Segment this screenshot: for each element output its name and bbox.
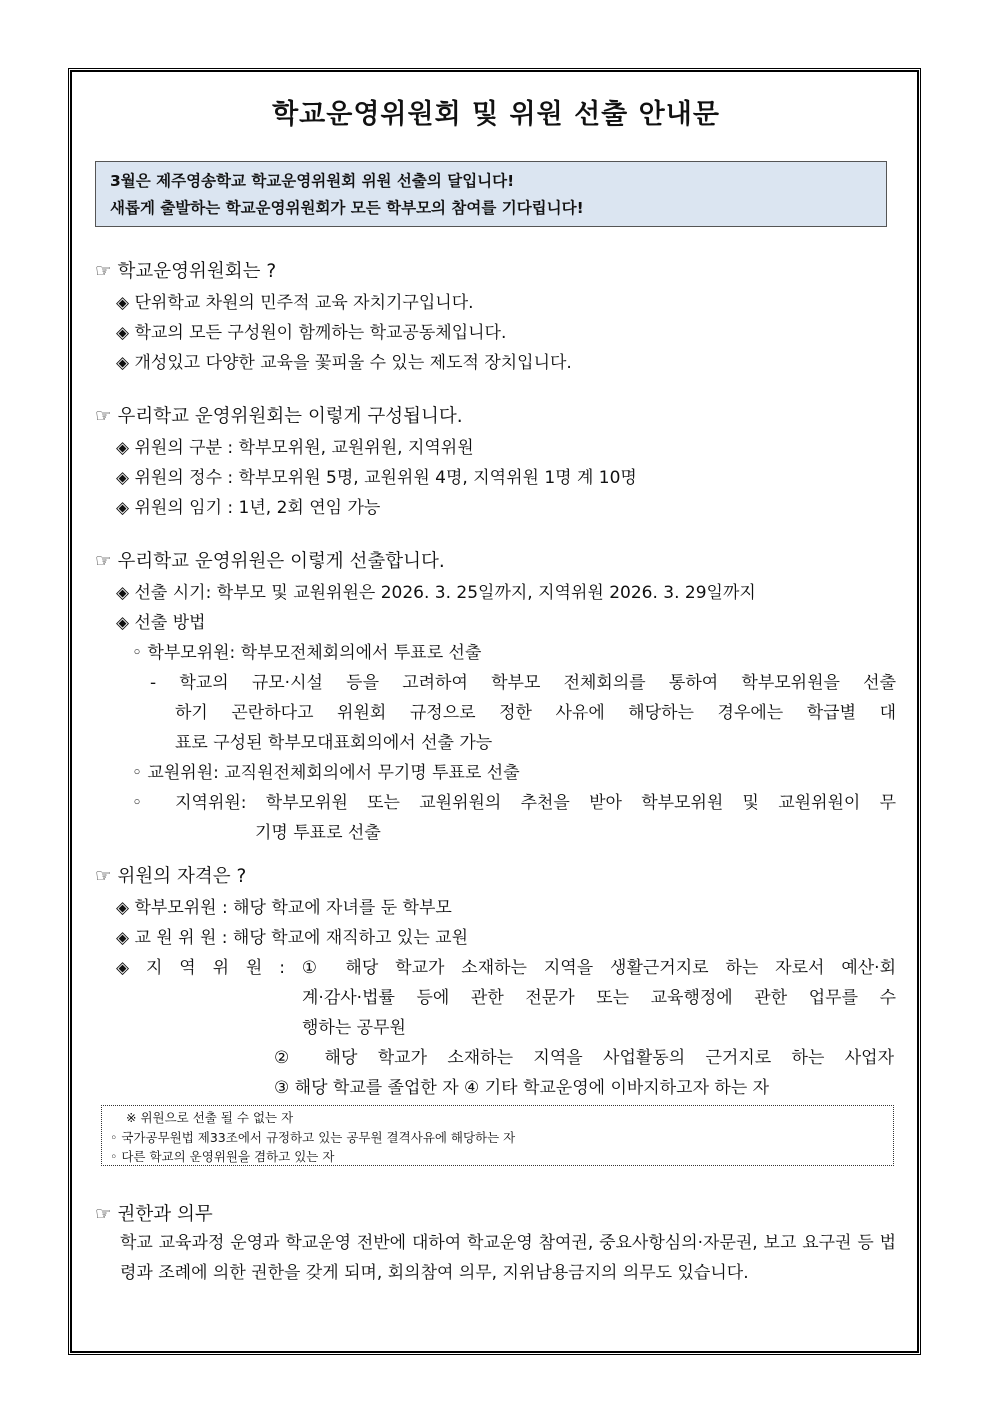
election-community: ◦ 지역위원: 학부모위원 또는 교원위원의 추천을 받아 학부모위원 및 교원위원이 무	[132, 793, 896, 813]
election-timing: ◈ 선출 시기: 학부모 및 교원위원은 2026. 3. 25일까지, 지역위원 2026. 3. 29일까지	[116, 583, 756, 603]
election-parent-note: - 학교의 규모·시설 등을 고려하여 학부모 전체회의를 통하여 학부모위원을 선출	[150, 673, 896, 693]
qualification-community: 행하는 공무원	[302, 1018, 406, 1038]
qualification-community: ② 해당 학교가 소재하는 지역을 사업활동의 근거지로 하는 사업자	[274, 1048, 894, 1068]
list-item: ◈ 위원의 정수 : 학부모위원 5명, 교원위원 4명, 지역위원 1명 계 10명	[116, 468, 637, 488]
election-teacher: ◦ 교원위원: 교직원전체회의에서 무기명 투표로 선출	[132, 763, 520, 783]
notice-line: 새롭게 출발하는 학교운영위원회가 모든 학부모의 참여를 기다립니다!	[110, 199, 584, 217]
notice-line: 3월은 제주영송학교 학교운영위원회 위원 선출의 달입니다!	[110, 172, 515, 190]
election-parent-note: 표로 구성된 학부모대표회의에서 선출 가능	[175, 733, 493, 753]
list-item: ◈ 단위학교 차원의 민주적 교육 자치기구입니다.	[116, 293, 474, 313]
section-heading-election: ☞ 우리학교 운영위원은 이렇게 선출합니다.	[95, 551, 445, 572]
list-item: ◈ 개성있고 다양한 교육을 꽃피울 수 있는 제도적 장치입니다.	[116, 353, 572, 373]
list-item: ◈ 위원의 임기 : 1년, 2회 연임 가능	[116, 498, 381, 518]
disqualified-box	[101, 1105, 894, 1166]
disqualified-title: ※ 위원으로 선출 될 수 없는 자	[126, 1110, 294, 1125]
page-title: 학교운영위원회 및 위원 선출 안내문	[272, 99, 720, 130]
list-item: ◈ 학교의 모든 구성원이 함께하는 학교공동체입니다.	[116, 323, 507, 343]
section-heading-rights: ☞ 권한과 의무	[95, 1204, 213, 1225]
list-item: ◈ 위원의 구분 : 학부모위원, 교원위원, 지역위원	[116, 438, 474, 458]
disqualified-item: ◦ 국가공무원법 제33조에서 규정하고 있는 공무원 결격사유에 해당하는 자	[110, 1129, 516, 1145]
notice-box	[95, 161, 887, 227]
rights-body: 학교 교육과정 운영과 학교운영 전반에 대하여 학교운영 참여권, 중요사항심의·자문권, 보고 요구권 등 법령과 조례에 의한 권한을 갖게 되며, 회의참여 의무, 지위남용금지의 의무도 있습니다.	[120, 1233, 896, 1283]
section-heading-what: ☞ 학교운영위원회는 ?	[95, 261, 277, 282]
qualification-community: 계·감사·법률 등에 관한 전문가 또는 교육행정에 관한 업무를 수	[302, 988, 896, 1008]
election-parent: ◦ 학부모위원: 학부모전체회의에서 투표로 선출	[132, 643, 482, 663]
disqualified-item: ◦ 다른 학교의 운영위원을 겸하고 있는 자	[110, 1149, 335, 1164]
qualification-community: ③ 해당 학교를 졸업한 자 ④ 기타 학교운영에 이바지하고자 하는 자	[274, 1078, 770, 1098]
qualification-teacher: ◈ 교 원 위 원 : 해당 학교에 재직하고 있는 교원	[116, 928, 469, 948]
qualification-community: ◈ 지 역 위 원 : ① 해당 학교가 소재하는 지역을 생활근거지로 하는 자로서 예산·회	[116, 958, 896, 978]
election-method: ◈ 선출 방법	[116, 613, 206, 633]
election-community: 기명 투표로 선출	[255, 823, 381, 843]
qualification-parent: ◈ 학부모위원 : 해당 학교에 자녀를 둔 학부모	[116, 898, 452, 918]
section-heading-composition: ☞ 우리학교 운영위원회는 이렇게 구성됩니다.	[95, 406, 463, 427]
election-parent-note: 하기 곤란하다고 위원회 규정으로 정한 사유에 해당하는 경우에는 학급별 대	[175, 703, 896, 723]
section-heading-qualification: ☞ 위원의 자격은 ?	[95, 866, 247, 887]
